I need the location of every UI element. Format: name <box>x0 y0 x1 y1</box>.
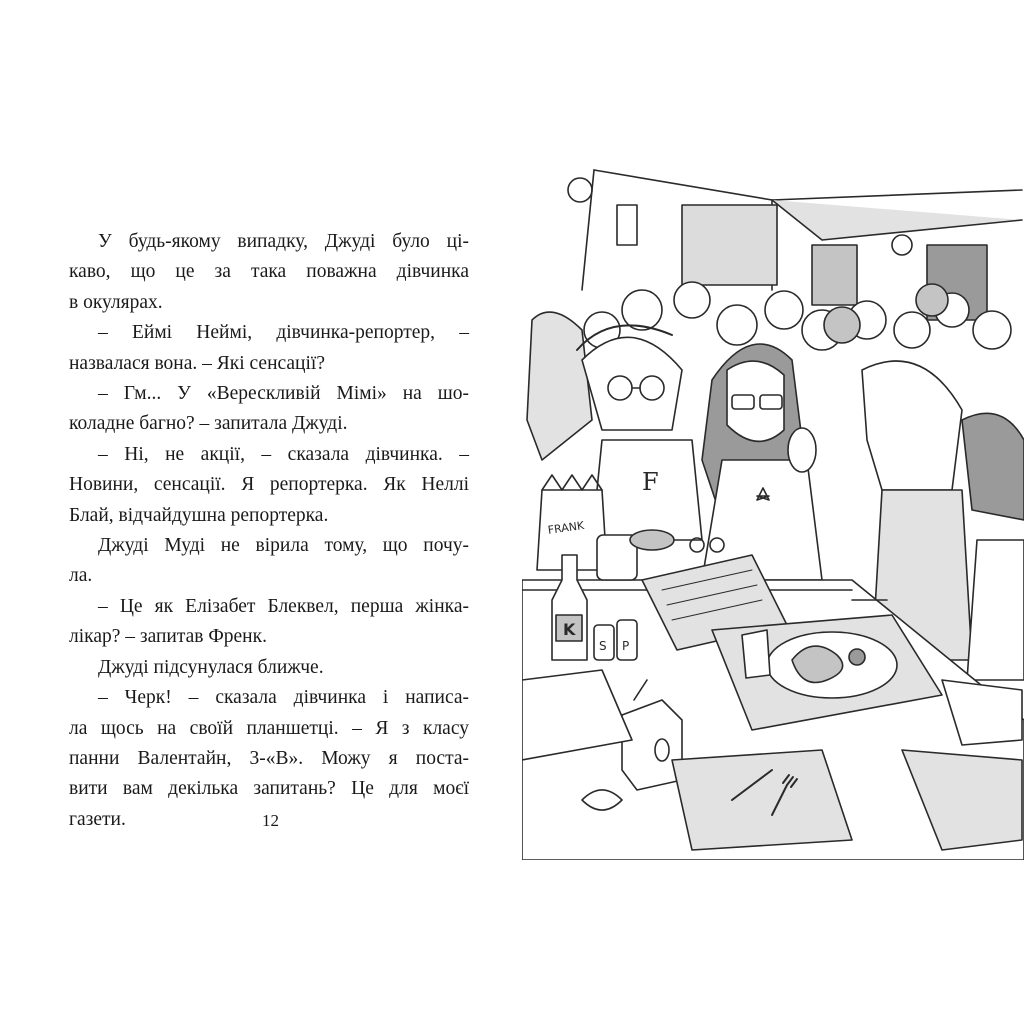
front-tray <box>672 750 852 850</box>
text-line: вити вам декілька запитань? Це для моєї <box>69 778 469 800</box>
text-line: Новини, сенсації. Я репортерка. Як Неллі <box>69 474 469 496</box>
text-line: – Черк! – сказала дівчинка і написа- <box>98 687 469 709</box>
svg-text:F: F <box>642 468 659 496</box>
text-line: ла. <box>69 565 93 587</box>
body-text <box>69 227 469 835</box>
text-line: – Ні, не акції, – сказала дівчинка. – <box>98 443 469 465</box>
text-line: – Гм... У «Верескливій Мімі» на шо- <box>98 383 469 405</box>
text-line: коладне багно? – запитала Джуді. <box>69 413 348 435</box>
milk-carton <box>622 700 682 790</box>
text-line: – Еймі Неймі, дівчинка-репортер, – <box>98 322 469 344</box>
text-line: лікар? – запитав Френк. <box>69 626 267 648</box>
text-line: ла щось на своїй планшетці. – Я з класу <box>69 717 469 739</box>
back-door-left <box>682 205 777 285</box>
text-line: – Це як Елізабет Блеквел, перша жінка- <box>98 595 469 617</box>
text-line: Джуді Муді не вірила тому, що почу- <box>98 535 469 557</box>
wall-clock <box>568 178 592 202</box>
ceiling-edge <box>594 170 1022 200</box>
svg-text:P: P <box>622 639 630 653</box>
text-line: панни Валентайн, 3-«В». Можу я поста- <box>69 747 469 769</box>
svg-text:S: S <box>599 639 607 653</box>
text-line: назвалася вона. – Які сенсації? <box>69 352 325 374</box>
text-line: У будь-якому випадку, Джуді було ці- <box>98 231 469 252</box>
cup <box>742 630 770 678</box>
bottle-label: K <box>563 620 576 639</box>
microphone <box>788 428 816 472</box>
right-girl-head <box>862 361 962 490</box>
amy-face <box>727 361 784 441</box>
back-door-middle <box>812 245 857 305</box>
wall-vent <box>892 235 912 255</box>
text-line: в окулярах. <box>69 291 163 313</box>
text-line: газети. <box>69 808 126 830</box>
cafeteria-illustration <box>522 160 1024 860</box>
sandwich <box>630 530 674 550</box>
lunch-bag-label: FRANK <box>547 518 585 537</box>
page-number: 12 <box>262 811 279 830</box>
text-line: каво, що це за така поважна дівчинка <box>69 261 469 283</box>
text-line: Джуді підсунулася ближче. <box>98 656 324 678</box>
wall-poster <box>617 205 637 245</box>
text-line: Блай, відчайдушна репортерка. <box>69 504 329 526</box>
